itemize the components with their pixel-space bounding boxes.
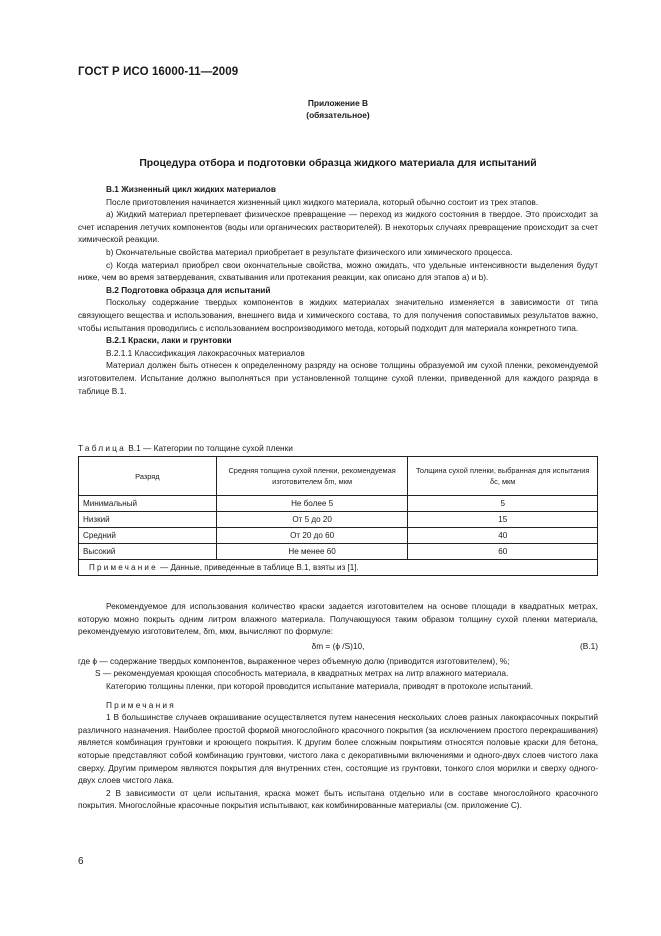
cell-grade: Низкий [79, 512, 217, 528]
paragraph: Материал должен быть отнесен к определенному разряду на основе толщины образуемой им сухой пленки, рекомендуемой изготовителем. Испытание должно выполняться при установленной толщине сухой пленки, приведенной для каждого разряда в таблице B.1. [78, 360, 598, 396]
where-s: S — рекомендуемая кроющая способность материала, в квадратных метрах на литр влажного материала. [95, 668, 509, 679]
annex-title: Приложение В [307, 98, 369, 108]
paragraph-c: c) Когда материал приобрел свои окончательные свойства, можно ожидать, что удельные интенсивности выделения будут ниже, чем во время затвердевания, схватывания или протекания реакции, как описано для этапов a) и b). [78, 259, 598, 283]
body-section-2 [78, 600, 598, 812]
notes-label: Примечания [106, 699, 176, 710]
table-row [79, 496, 598, 512]
paragraph: После приготовления начинается жизненный цикл жидкого материала, который обычно состоит из трех этапов. [106, 196, 539, 207]
cell-recommended: Не менее 60 [216, 544, 408, 560]
table-note-text: — Данные, приведенные в таблице B.1, взяты из [1]. [160, 563, 359, 572]
note-1: 1 В большинстве случаев окрашивание осуществляется путем нанесения нескольких слоев разных лакокрасочных покрытий различного назначения. Наиболее простой формой многослойного красочного покрытия (за исключением простого перекрашивания) является комбинация грунтовки и кроющего покрытия. К другим более сложным покрытиям относятся половые краски для бетона, которые представляют собой комбинацию грунтовки, чистого лака с декоративными включениями и одного-двух слоев чистого лака сверху. Другим примером являются покрытия для внутренних стен, состоящие из грунтовки, тонкого слоя морилки и сверху одного-двух слоев чистого лака. [78, 712, 598, 786]
standard-header: ГОСТ Р ИСО 16000-11—2009 [78, 66, 239, 78]
paragraph: Поскольку содержание твердых компонентов в жидких материалах значительно изменяется в зависимости от типа связующего вещества и использования, внешнего вида и химического состава, то для получения сопоставимых результатов важно, чтобы испытания проводились с использованием воспроизводимого метода, который подходит для материала конкретного типа. [78, 297, 598, 333]
heading-b21: B.2.1 Краски, лаки и грунтовки [106, 335, 232, 346]
cell-grade: Минимальный [79, 496, 217, 512]
cell-selected: 60 [408, 544, 598, 560]
body-section-1 [78, 183, 598, 397]
page-number: 6 [78, 856, 84, 867]
table-row [79, 528, 598, 544]
cell-recommended: От 5 до 20 [216, 512, 408, 528]
cell-selected: 15 [408, 512, 598, 528]
table-note-label: Примечание [89, 563, 158, 572]
formula-line [78, 638, 598, 655]
where-phi: где ϕ — содержание твердых компонентов, выраженное через объемную долю (приводится изготовителем), %; [78, 655, 510, 666]
cell-recommended: Не более 5 [216, 496, 408, 512]
formula: δm = (ϕ /S)10, [311, 640, 365, 651]
table-caption-label: Таблица [78, 443, 126, 453]
table-caption-text: B.1 — Категории по толщине сухой пленки [128, 443, 293, 453]
header-grade: Разряд [79, 457, 217, 496]
heading-b211: B.2.1.1 Классификация лакокрасочных материалов [106, 347, 305, 358]
table-caption [78, 443, 293, 453]
header-selected: Толщина сухой пленки, выбранная для испытания δc, мкм [408, 457, 598, 496]
table-note [79, 560, 598, 576]
cell-selected: 40 [408, 528, 598, 544]
table-header-row [79, 457, 598, 496]
header-recommended: Средняя толщина сухой пленки, рекомендуемая изготовителем δm, мкм [216, 457, 408, 496]
cell-recommended: От 20 до 60 [216, 528, 408, 544]
paragraph-a: a) Жидкий материал претерпевает физическое превращение — переход из жидкого состояния в твердое. Это происходит за счет испарения летучих компонентов (воды или органических растворителей). В некоторых случаях превращение происходит за счет химической реакции. [78, 209, 598, 245]
table-row [79, 512, 598, 528]
main-title: Процедура отбора и подготовки образца жидкого материала для испытаний [139, 158, 537, 169]
paragraph: Категорию толщины пленки, при которой проводится испытание материала, приводят в протоколе испытаний. [106, 680, 534, 691]
paragraph: Рекомендуемое для использования количество краски задается изготовителем на основе площади в квадратных метрах, которую можно покрыть одним литром влажного материала. Получающуюся таким образом толщину сухой пленки материала, рекомендуемую изготовителем, δm, мкм, вычисляют по формуле: [78, 601, 598, 637]
thickness-table [78, 456, 598, 576]
heading-b1: B.1 Жизненный цикл жидких материалов [106, 184, 276, 194]
table-row [79, 544, 598, 560]
note-2: 2 В зависимости от цели испытания, краска может быть испытана отдельно или в составе многослойного красочного покрытия. Многослойные красочные покрытия испытывают, как комбинированные материалы (см. приложение C). [78, 787, 598, 811]
paragraph-b: b) Окончательные свойства материал приобретает в результате физического или химического процесса. [106, 246, 513, 257]
cell-grade: Высокий [79, 544, 217, 560]
formula-number: (B.1) [580, 640, 598, 651]
cell-grade: Средний [79, 528, 217, 544]
table-note-row [79, 560, 598, 576]
heading-b2: B.2 Подготовка образца для испытаний [106, 284, 271, 295]
annex-status: (обязательное) [306, 110, 370, 120]
cell-selected: 5 [408, 496, 598, 512]
